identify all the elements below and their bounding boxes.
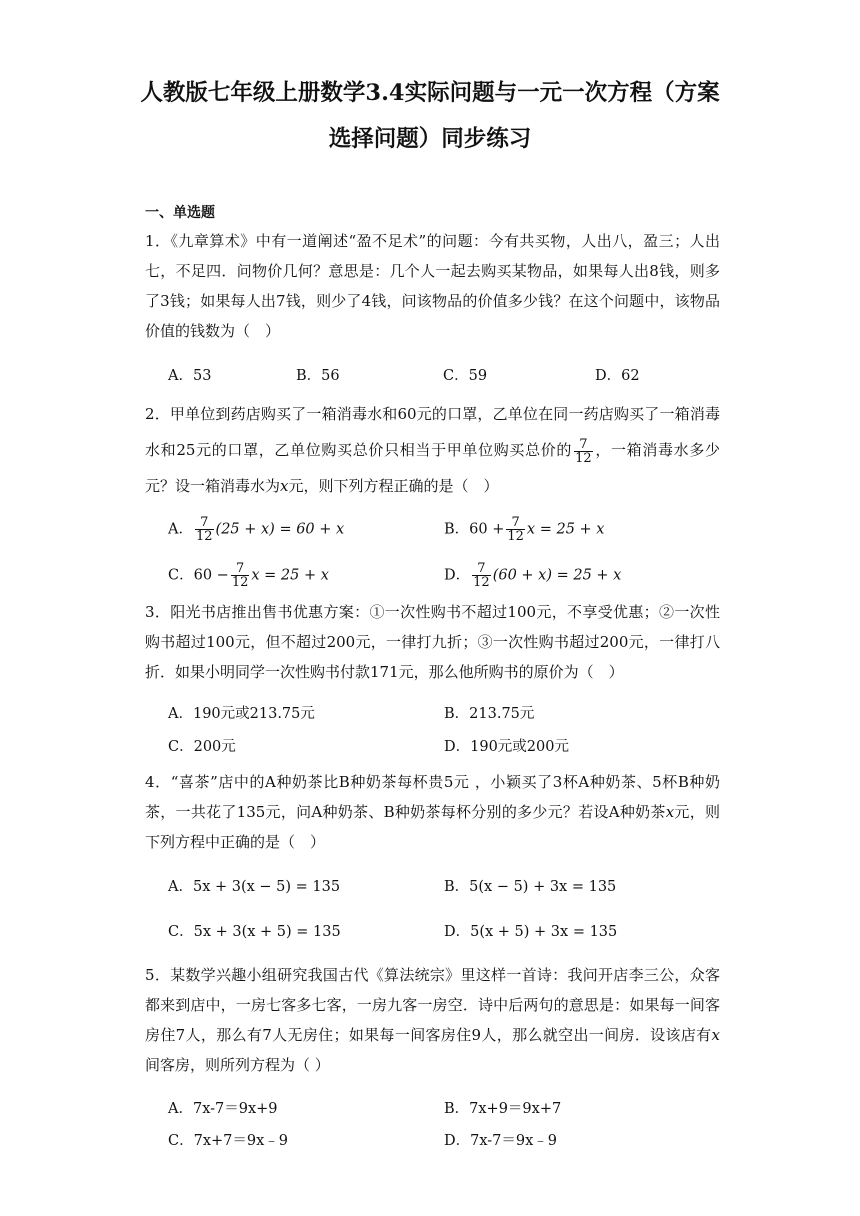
q4-option-a: A．5x + 3(x − 5) = 135	[168, 879, 341, 895]
q2-option-b-numerator: 7	[506, 516, 525, 530]
q2-option-c-label: C．60 −	[168, 567, 229, 584]
document-title	[60, 70, 800, 162]
q4-text-b: 元，则下列方程中正确的是（ ）	[145, 803, 720, 851]
q4-option-c: C．5x + 3(x + 5) = 135	[168, 924, 341, 940]
q1-option-c: C．59	[443, 368, 488, 384]
q5-text-b: 间客房，则所列方程为（ ）	[145, 1056, 330, 1074]
q2-option-b-label: B．60 +	[444, 521, 505, 538]
q2-text-c: 元，则下列方程正确的是（ ）	[288, 477, 499, 495]
title-line-1: 人教版七年级上册数学3.4实际问题与一元一次方程（方案	[140, 80, 720, 106]
q2-option-d-label: D．	[444, 567, 471, 584]
q2-option-b-fraction	[506, 516, 525, 543]
q2-option-d-expression: (60 + x) = 25 + x	[492, 567, 622, 584]
q2-option-a-numerator: 7	[195, 516, 214, 530]
q5-option-c: C．7x+7＝9x﹣9	[168, 1133, 288, 1149]
q1-option-a: A．53	[168, 368, 212, 384]
question-2-text	[145, 396, 720, 504]
q2-option-d-denominator: 12	[473, 575, 490, 590]
q2-option-a	[168, 516, 344, 543]
q2-option-b-expression: x = 25 + x	[526, 521, 605, 538]
q2-fraction-numerator: 7	[574, 438, 593, 452]
q2-variable: x	[280, 477, 289, 495]
q1-option-d: D．62	[595, 368, 640, 384]
q5-variable: x	[711, 1026, 720, 1044]
q4-option-b: B．5(x − 5) + 3x = 135	[444, 879, 617, 895]
q2-option-a-expression: (25 + x) = 60 + x	[215, 521, 345, 538]
question-3-text: 3．阳光书店推出售书优惠方案：①一次性购书不超过100元，不享受优惠；②一次性购书超过100元，但不超过200元，一律打九折；③一次性购书超过200元，一律打八折．如果小明同学一次性购书付款171元，那么他所购书的原价为（ ）	[145, 603, 720, 681]
q2-text-a: 2．甲单位到药店购买了一箱消毒水和60元的口罩，乙单位在同一药店购买了一箱消毒水和25元的口罩，乙单位购买总价只相当于甲单位购买总价的	[145, 405, 720, 459]
q2-option-a-label: A．	[168, 521, 193, 538]
q2-fraction-denominator: 12	[575, 450, 592, 466]
q2-option-d-numerator: 7	[472, 562, 491, 576]
q4-option-d: D．5(x + 5) + 3x = 135	[444, 924, 618, 940]
q5-option-b: B．7x+9＝9x+7	[444, 1101, 562, 1117]
q2-option-c	[168, 562, 329, 589]
q2-option-c-denominator: 12	[231, 575, 249, 590]
q2-option-a-fraction	[195, 516, 214, 543]
title-line-2: 选择问题）同步练习	[328, 126, 532, 152]
q2-option-c-fraction	[231, 562, 250, 589]
section-heading: 一、单选题	[145, 205, 215, 221]
q2-option-d-fraction	[472, 562, 491, 589]
question-4-text	[145, 767, 720, 857]
q5-option-d: D．7x-7＝9x﹣9	[444, 1133, 558, 1149]
q2-option-c-expression: x = 25 + x	[251, 567, 329, 584]
q2-option-c-numerator: 7	[231, 562, 250, 576]
q2-option-a-denominator: 12	[195, 529, 213, 544]
q2-option-b-denominator: 12	[507, 529, 524, 544]
q2-option-d	[444, 562, 621, 589]
q2-text-b: ，一箱消毒水多少元？设一箱消毒水为	[145, 441, 720, 495]
q4-variable: x	[665, 803, 675, 821]
question-1-text: 1．《九章算术》中有一道阐述“盈不足术”的问题：今有共买物，人出八，盈三；人出七，不足四．问物价几何？意思是：几个人一起去购买某物品，如果每人出8钱，则多了3钱；如果每人出7钱，则少了4钱，问该物品的价值多少钱？在这个问题中，该物品价值的钱数为（ ）	[145, 232, 720, 340]
q2-option-b	[444, 516, 604, 543]
q5-option-a: A．7x-7＝9x+9	[168, 1101, 278, 1117]
q3-option-c: C．200元	[168, 739, 236, 755]
q4-text-a: 4．“喜茶”店中的A种奶茶比B种奶茶每杯贵5元 ，小颖买了3杯A种奶茶、5杯B种奶茶，一共花了135元，问A种奶茶、B种奶茶每杯分别的多少元？若设A种奶茶	[145, 773, 720, 821]
q1-option-b: B．56	[296, 368, 340, 384]
question-5-text	[145, 960, 720, 1080]
q3-option-d: D．190元或200元	[444, 739, 569, 755]
q3-option-a: A．190元或213.75元	[168, 706, 315, 722]
q2-fraction	[574, 438, 593, 465]
q3-option-b: B．213.75元	[444, 706, 535, 722]
q5-text-a: 5．某数学兴趣小组研究我国古代《算法统宗》里这样一首诗：我问开店李三公，众客都来到店中，一房七客多七客，一房九客一房空．诗中后两句的意思是：如果每一间客房住7人，那么有7人无房住；如果每一间客房住9人，那么就空出一间房．设该店有	[145, 966, 720, 1044]
